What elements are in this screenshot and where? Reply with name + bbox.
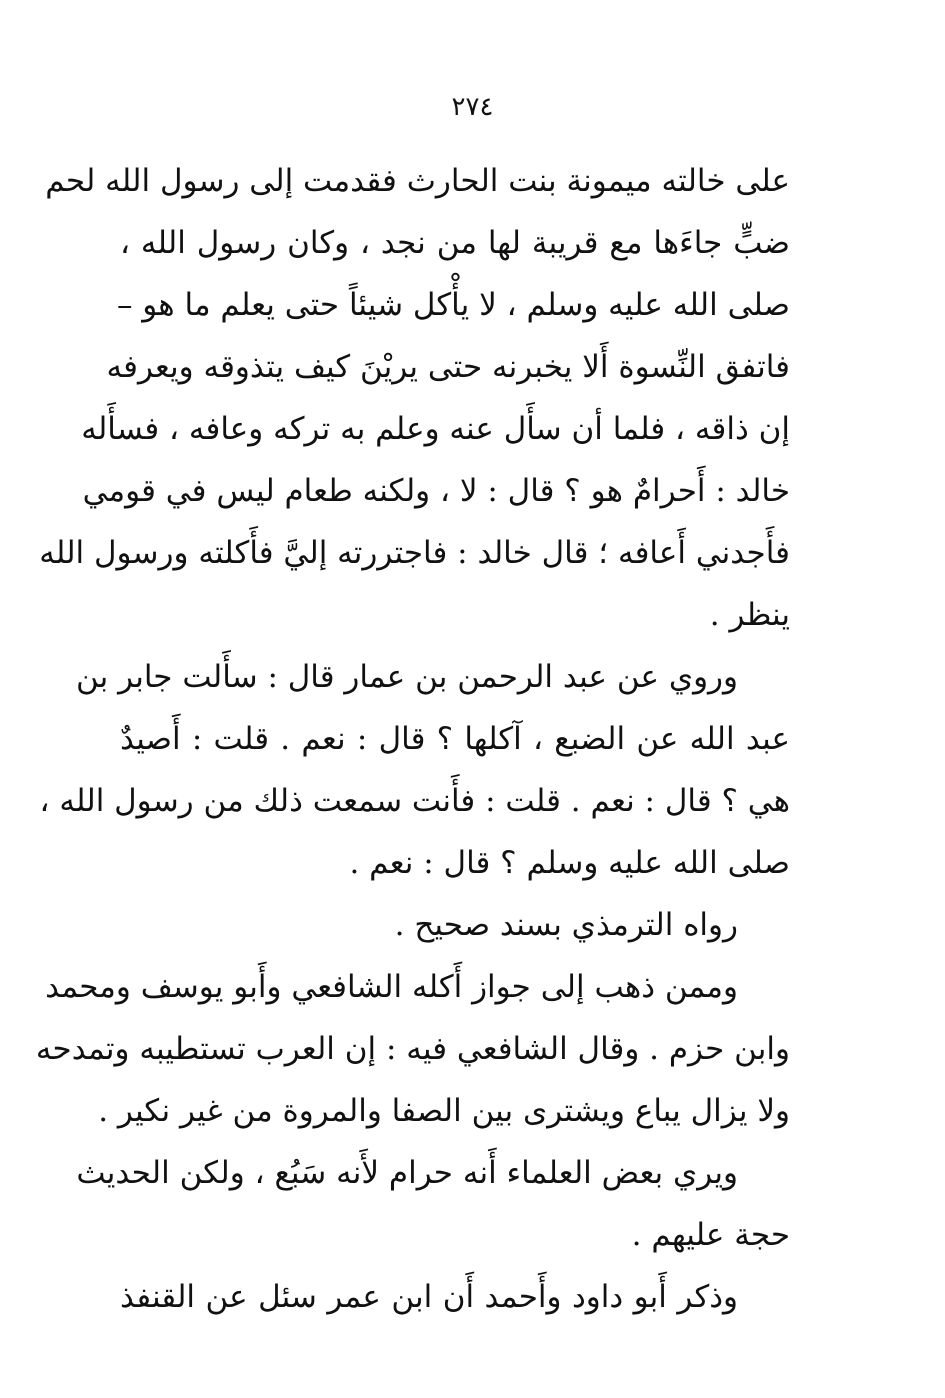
text-line: فأَجدني أَعافه ؛ قال خالد : فاجتررته إليَّ فأَكلته ورسول الله <box>39 535 790 571</box>
page-number: ٢٧٤ <box>451 92 494 122</box>
text-line: صلى الله عليه وسلم ؟ قال : نعم . <box>349 845 790 881</box>
body-text <box>35 150 790 1328</box>
text-line: صلى الله عليه وسلم ، لا يأْكل شيئاً حتى يعلم ما هو – <box>116 287 790 323</box>
text-line: هي ؟ قال : نعم . قلت : فأَنت سمعت ذلك من رسول الله ، <box>39 783 790 819</box>
text-line: إن ذاقه ، فلما أن سأَل عنه وعلم به تركه وعافه ، فسأَله <box>81 411 790 447</box>
text-line: وروي عن عبد الرحمن بن عمار قال : سأَلت جابر بن <box>76 659 738 695</box>
text-line: رواه الترمذي بسند صحيح . <box>394 907 738 943</box>
text-line: وممن ذهب إلى جواز أَكله الشافعي وأَبو يوسف ومحمد <box>45 969 738 1005</box>
text-line: وذكر أَبو داود وأَحمد أَن ابن عمر سئل عن القنفذ <box>120 1279 738 1315</box>
text-line: وابن حزم . وقال الشافعي فيه : إن العرب تستطيبه وتمدحه <box>35 1031 790 1067</box>
text-line: عبد الله عن الضبع ، آكلها ؟ قال : نعم . قلت : أَصيدٌ <box>120 721 790 757</box>
text-line: ويري بعض العلماء أَنه حرام لأَنه سَبُع ، ولكن الحديث <box>76 1155 738 1191</box>
text-line: فاتفق النِّسوة أَلا يخبرنه حتى يريْنَ كيف يتذوقه ويعرفه <box>106 349 790 385</box>
text-line: ضبٍّ جاءَها مع قريبة لها من نجد ، وكان رسول الله ، <box>120 225 790 261</box>
text-line: على خالته ميمونة بنت الحارث فقدمت إلى رسول الله لحم <box>45 163 790 199</box>
text-line: ولا يزال يباع ويشترى بين الصفا والمروة من غير نكير . <box>98 1093 790 1129</box>
text-line: خالد : أَحرامٌ هو ؟ قال : لا ، ولكنه طعام ليس في قومي <box>82 473 790 509</box>
text-line: ينظر . <box>709 597 790 633</box>
text-line: حجة عليهم . <box>631 1217 790 1253</box>
